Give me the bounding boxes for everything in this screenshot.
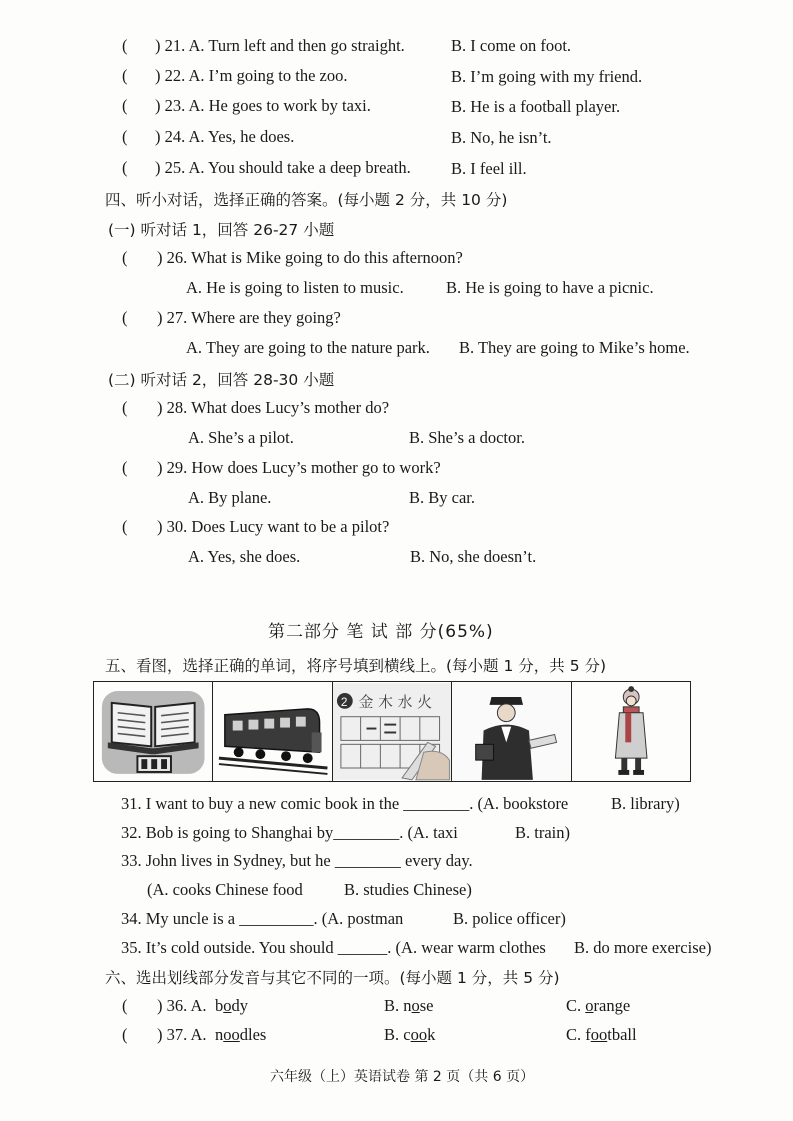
q29-option-b: B. By car.	[409, 488, 475, 507]
paren: (	[122, 996, 128, 1015]
paren: (	[122, 398, 128, 417]
q35-option-b: B. do more exercise)	[574, 938, 712, 957]
question-27: ) 27. Where are they going?	[157, 308, 341, 327]
question-31: 31. I want to buy a new comic book in the ________. (A. bookstore	[121, 794, 569, 813]
q30-option-b: B. No, she doesn’t.	[410, 547, 537, 566]
option-a: ) 25. A. You should take a deep breath.	[155, 158, 411, 177]
q33-option-b: B. studies Chinese)	[344, 880, 472, 899]
paren: (	[122, 458, 128, 477]
question-33: 33. John lives in Sydney, but he ________ every day.	[121, 851, 473, 870]
q28-option-a: A. She’s a pilot.	[188, 428, 294, 447]
question-32: 32. Bob is going to Shanghai by________. (A. taxi	[121, 823, 458, 842]
option-b: B. He is a football player.	[451, 97, 621, 116]
q33-option-a: (A. cooks Chinese food	[147, 880, 303, 899]
option-a: ) 23. A. He goes to work by taxi.	[155, 96, 371, 115]
q29-option-a: A. By plane.	[188, 488, 272, 507]
option-a: ) 21. A. Turn left and then go straight.	[155, 36, 405, 55]
section-5-title: 五、看图，选择正确的单词，将序号填到横线上。(每小题 1 分，共 5 分)	[105, 657, 607, 675]
warm-clothes-picture	[572, 682, 690, 781]
postman-picture	[452, 682, 571, 781]
dialog-1-header: (一) 听对话 1，回答 26-27 小题	[108, 221, 335, 239]
picture-chars: 金 木 水 火	[358, 693, 432, 711]
q31-option-b: B. library)	[611, 794, 680, 813]
paren: (	[122, 66, 128, 85]
q36-option-a: body	[215, 996, 248, 1015]
q32-option-b: B. train)	[515, 823, 570, 842]
q36-option-b: B. nose	[384, 996, 434, 1015]
section-4-title: 四、听小对话，选择正确的答案。(每小题 2 分，共 10 分)	[105, 191, 508, 209]
q37-option-c: C. football	[566, 1025, 637, 1044]
dialog-2-header: (二) 听对话 2，回答 28-30 小题	[108, 371, 335, 389]
q28-option-b: B. She’s a doctor.	[409, 428, 525, 447]
question-34: 34. My uncle is a _________. (A. postman	[121, 909, 404, 928]
paren: (	[122, 1025, 128, 1044]
paren: (	[122, 308, 128, 327]
paren: (	[122, 248, 128, 267]
paren: (	[122, 96, 128, 115]
q27-option-a: A. They are going to the nature park.	[186, 338, 430, 357]
chinese-writing-picture	[333, 682, 452, 781]
paren: (	[122, 158, 128, 177]
question-28: ) 28. What does Lucy’s mother do?	[157, 398, 390, 417]
q37-number: ) 37. A.	[157, 1025, 207, 1044]
train-picture	[213, 682, 332, 781]
option-b: B. I’m going with my friend.	[451, 67, 643, 86]
q26-option-b: B. He is going to have a picnic.	[446, 278, 654, 297]
section-6-title: 六、选出划线部分发音与其它不同的一项。(每小题 1 分，共 5 分)	[105, 969, 560, 987]
q37-option-b: B. cook	[384, 1025, 436, 1044]
option-b: B. I come on foot.	[451, 36, 572, 55]
option-a: ) 24. A. Yes, he does.	[155, 127, 295, 146]
paren: (	[122, 127, 128, 146]
option-b: B. I feel ill.	[451, 159, 527, 178]
page-footer: 六年级（上）英语试卷 第 2 页（共 6 页）	[270, 1069, 535, 1085]
paren: (	[122, 36, 128, 55]
question-30: ) 30. Does Lucy want to be a pilot?	[157, 517, 390, 536]
q37-option-a: noodles	[215, 1025, 267, 1044]
book-picture	[94, 682, 213, 781]
picture-number: 2	[340, 694, 348, 709]
q34-option-b: B. police officer)	[453, 909, 566, 928]
q27-option-b: B. They are going to Mike’s home.	[459, 338, 690, 357]
picture-strip	[93, 681, 691, 782]
q36-option-c: C. orange	[566, 996, 631, 1015]
option-b: B. No, he isn’t.	[451, 128, 552, 147]
q36-number: ) 36. A.	[157, 996, 207, 1015]
question-26: ) 26. What is Mike going to do this afternoon?	[157, 248, 463, 267]
part-2-title: 第二部分 笔 试 部 分(65%)	[268, 622, 494, 642]
q30-option-a: A. Yes, she does.	[188, 547, 301, 566]
paren: (	[122, 517, 128, 536]
q26-option-a: A. He is going to listen to music.	[186, 278, 404, 297]
question-35: 35. It’s cold outside. You should ______. (A. wear warm clothes	[121, 938, 546, 957]
option-a: ) 22. A. I’m going to the zoo.	[155, 66, 348, 85]
question-29: ) 29. How does Lucy’s mother go to work?	[157, 458, 441, 477]
